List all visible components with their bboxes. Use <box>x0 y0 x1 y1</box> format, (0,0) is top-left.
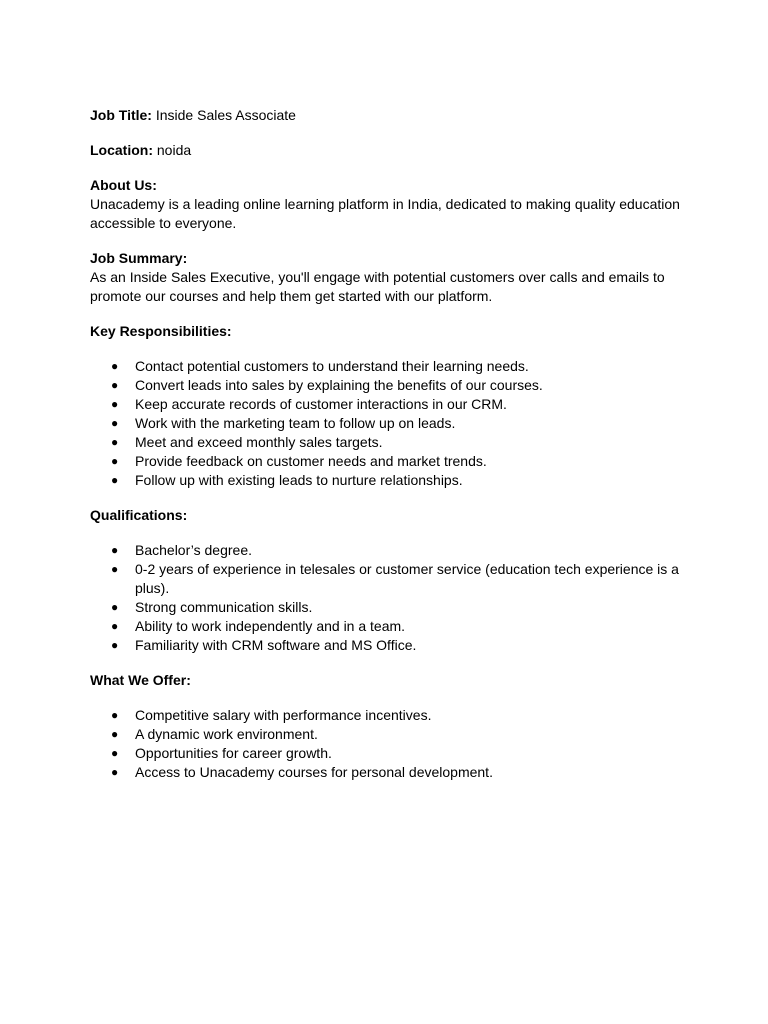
bullet-icon: ● <box>111 746 119 760</box>
summary-heading: Job Summary: <box>90 250 188 266</box>
job-title-value: Inside Sales Associate <box>155 107 296 123</box>
bullet-icon: ● <box>111 435 119 449</box>
summary-text: As an Inside Sales Executive, you'll engage with potential customers over calls and emails to promote our courses and help them get started with our platform. <box>90 269 665 304</box>
list-item: ● Competitive salary with performance incentives. <box>111 707 432 723</box>
bullet-icon: ● <box>111 727 119 741</box>
list-item: ● Keep accurate records of customer interactions in our CRM. <box>111 396 507 412</box>
document-page <box>90 106 690 782</box>
responsibilities-list <box>90 357 690 490</box>
list-item: ● Follow up with existing leads to nurture relationships. <box>111 472 463 488</box>
job-title-line <box>90 106 690 125</box>
bullet-icon: ● <box>111 600 119 614</box>
job-title-label: Job Title: <box>90 107 152 123</box>
list-item: ● Meet and exceed monthly sales targets. <box>111 434 383 450</box>
about-heading: About Us: <box>90 177 157 193</box>
bullet-icon: ● <box>111 454 119 468</box>
bullet-icon: ● <box>111 359 119 373</box>
list-item: ● Convert leads into sales by explaining the benefits of our courses. <box>111 377 543 393</box>
about-text: Unacademy is a leading online learning platform in India, dedicated to making quality education accessible to everyone. <box>90 196 680 231</box>
list-item: ● A dynamic work environment. <box>111 726 318 742</box>
list-item: ● Familiarity with CRM software and MS Office. <box>111 637 417 653</box>
list-item: ● Bachelor’s degree. <box>111 542 253 558</box>
bullet-icon: ● <box>111 543 119 557</box>
bullet-icon: ● <box>111 562 119 576</box>
list-item: ● Provide feedback on customer needs and market trends. <box>111 453 487 469</box>
qualifications-heading: Qualifications: <box>90 507 188 523</box>
bullet-icon: ● <box>111 378 119 392</box>
location-value: noida <box>156 142 192 158</box>
location-line <box>90 141 690 160</box>
bullet-icon: ● <box>111 397 119 411</box>
responsibilities-heading: Key Responsibilities: <box>90 323 232 339</box>
offer-heading: What We Offer: <box>90 672 191 688</box>
location-label: Location: <box>90 142 153 158</box>
list-item: ● Work with the marketing team to follow up on leads. <box>111 415 456 431</box>
offer-list <box>90 706 690 782</box>
bullet-icon: ● <box>111 765 119 779</box>
bullet-icon: ● <box>111 619 119 633</box>
bullet-icon: ● <box>111 708 119 722</box>
qualifications-list <box>90 541 690 655</box>
list-item: ● Strong communication skills. <box>111 599 313 615</box>
list-item: ● 0-2 years of experience in telesales or customer service (education tech experience is a plus). <box>111 561 679 596</box>
bullet-icon: ● <box>111 638 119 652</box>
list-item: ● Access to Unacademy courses for personal development. <box>111 764 493 780</box>
bullet-icon: ● <box>111 416 119 430</box>
bullet-icon: ● <box>111 473 119 487</box>
list-item: ● Ability to work independently and in a team. <box>111 618 406 634</box>
list-item: ● Contact potential customers to understand their learning needs. <box>111 358 529 374</box>
list-item: ● Opportunities for career growth. <box>111 745 332 761</box>
